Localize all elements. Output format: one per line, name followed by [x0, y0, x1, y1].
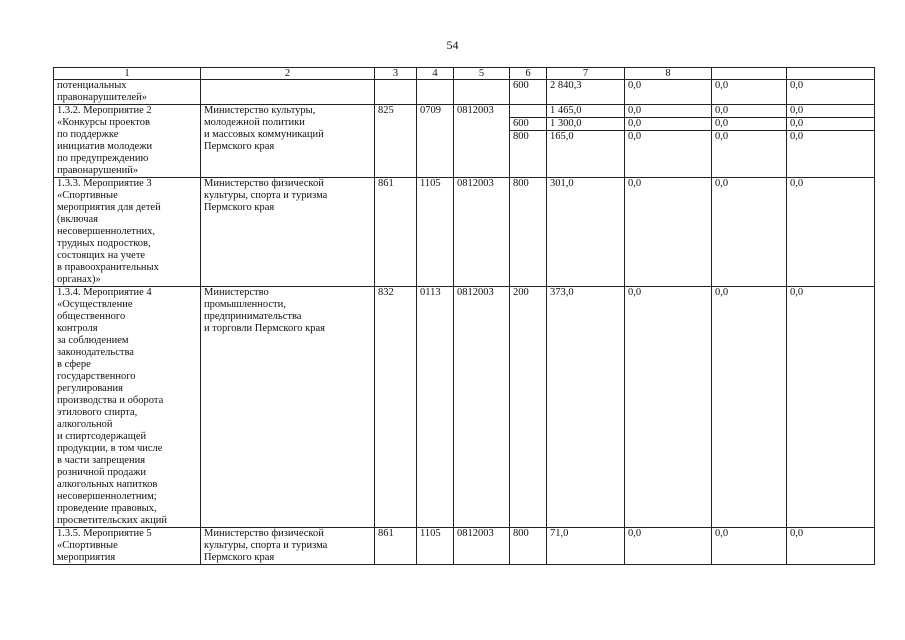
code-6-cell [510, 105, 547, 178]
amount-8-cell: 0,0 [625, 287, 712, 528]
administrator-cell [201, 80, 375, 105]
header-cell [712, 68, 787, 80]
amount-9-cell: 0,0 [712, 80, 787, 105]
code-4-cell: 0113 [417, 287, 454, 528]
amount-7-cell [547, 105, 625, 178]
administrator-cell: Министерство физической культуры, спорта и туризма Пермского края [201, 528, 375, 565]
page-number: 54 [446, 38, 459, 52]
code-4-cell: 1105 [417, 528, 454, 565]
subline: 0,0 [787, 105, 874, 118]
code-4-cell: 1105 [417, 178, 454, 287]
code-5-cell: 0812003 [454, 528, 510, 565]
amount-10-cell: 0,0 [787, 528, 875, 565]
subline: 1 300,0 [547, 118, 624, 131]
administrator-cell: Министерство физической культуры, спорта и туризма Пермского края [201, 178, 375, 287]
code-5-cell: 0812003 [454, 178, 510, 287]
header-cell: 4 [417, 68, 454, 80]
code-4-cell [417, 80, 454, 105]
column-number-header [54, 68, 875, 80]
measure-name-cell: 1.3.4. Мероприятие 4 «Осуществление общественного контроля за соблюдением законодательства в сфере государственного регулирования производства и оборота этилового спирта, алкогольной и спиртсодержащей продукции, в том числе в части запрещения розничной продажи алкогольных напитков несовершеннолетним; проведение правовых, просветительских акций [54, 287, 201, 528]
code-3-cell: 825 [375, 105, 417, 178]
amount-9-cell [712, 105, 787, 178]
code-3-cell: 861 [375, 528, 417, 565]
amount-9-cell: 0,0 [712, 287, 787, 528]
subline: 165,0 [550, 131, 574, 142]
table-row [54, 287, 875, 528]
header-cell: 2 [201, 68, 375, 80]
code-4-cell: 0709 [417, 105, 454, 178]
measure-name-cell: потенциальных правонарушителей» [54, 80, 201, 105]
table-row [54, 528, 875, 565]
budget-table [53, 67, 875, 565]
header-cell: 5 [454, 68, 510, 80]
administrator-cell: Министерство культуры, молодежной политики и массовых коммуникаций Пермского края [201, 105, 375, 178]
code-6-cell: 200 [510, 287, 547, 528]
subline: 0,0 [628, 131, 642, 142]
header-cell: 6 [510, 68, 547, 80]
amount-10-cell: 0,0 [787, 178, 875, 287]
subline: 0,0 [625, 105, 711, 118]
administrator-cell: Министерство промышленности, предпринимательства и торговли Пермского края [201, 287, 375, 528]
subline: 0,0 [712, 105, 786, 118]
amount-7-cell: 373,0 [547, 287, 625, 528]
header-cell: 8 [625, 68, 712, 80]
table-row [54, 178, 875, 287]
code-6-cell: 600 [510, 80, 547, 105]
amount-7-cell: 71,0 [547, 528, 625, 565]
amount-10-cell [787, 105, 875, 178]
subline: 800 [513, 131, 529, 142]
amount-9-cell: 0,0 [712, 178, 787, 287]
subline: 0,0 [625, 118, 711, 131]
amount-10-cell: 0,0 [787, 287, 875, 528]
code-3-cell: 832 [375, 287, 417, 528]
header-cell [787, 68, 875, 80]
code-3-cell [375, 80, 417, 105]
header-cell: 7 [547, 68, 625, 80]
code-3-cell: 861 [375, 178, 417, 287]
amount-7-cell: 301,0 [547, 178, 625, 287]
code-6-cell: 800 [510, 528, 547, 565]
subline: 1 465,0 [547, 105, 624, 118]
subline: 0,0 [715, 131, 729, 142]
amount-8-cell: 0,0 [625, 80, 712, 105]
amount-9-cell: 0,0 [712, 528, 787, 565]
code-5-cell [454, 80, 510, 105]
measure-name-cell: 1.3.5. Мероприятие 5 «Спортивные мероприятия [54, 528, 201, 565]
subline: 0,0 [790, 131, 804, 142]
amount-7-cell: 2 840,3 [547, 80, 625, 105]
measure-name-cell: 1.3.2. Мероприятие 2 «Конкурсы проектов по поддержке инициатив молодежи по предупреждению правонарушений» [54, 105, 201, 178]
header-cell: 1 [54, 68, 201, 80]
amount-10-cell: 0,0 [787, 80, 875, 105]
subline: 600 [510, 118, 546, 131]
amount-8-cell: 0,0 [625, 528, 712, 565]
code-6-cell: 800 [510, 178, 547, 287]
code-5-cell: 0812003 [454, 287, 510, 528]
table-row [54, 105, 875, 178]
subline [510, 105, 546, 118]
measure-name-cell: 1.3.3. Мероприятие 3 «Спортивные мероприятия для детей (включая несовершеннолетних, трудных подростков, состоящих на учете в правоохранительных органах)» [54, 178, 201, 287]
table-row [54, 80, 875, 105]
header-cell: 3 [375, 68, 417, 80]
subline: 0,0 [787, 118, 874, 131]
amount-8-cell [625, 105, 712, 178]
code-5-cell: 0812003 [454, 105, 510, 178]
amount-8-cell: 0,0 [625, 178, 712, 287]
subline: 0,0 [712, 118, 786, 131]
